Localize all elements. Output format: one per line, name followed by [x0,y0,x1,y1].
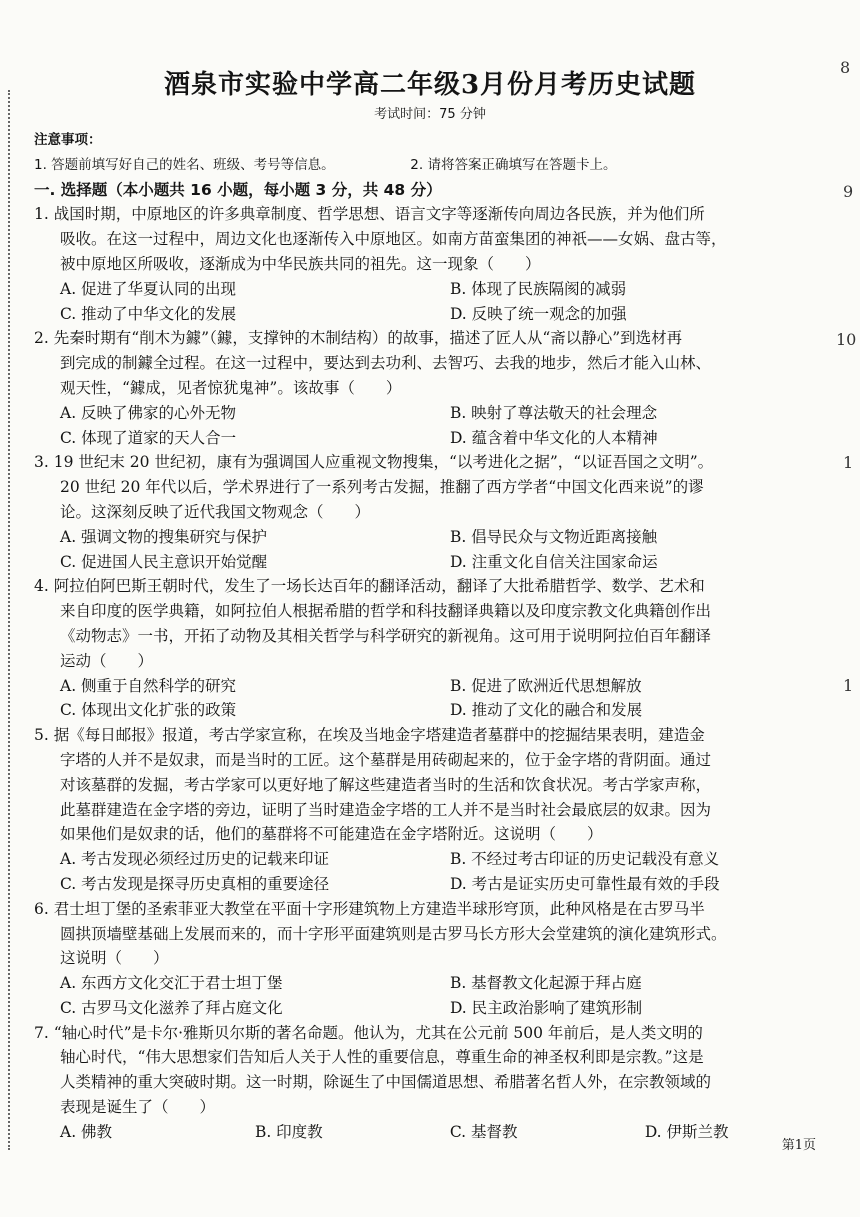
option-d: D. 反映了统一观念的加强 [449,304,627,323]
edge-mark: 1 [843,676,854,695]
page-number: 第1页 [781,1138,816,1153]
option-c: C. 体现了道家的天人合一 [60,428,237,447]
option-c: C. 古罗马文化滋养了拜占庭文化 [60,998,283,1017]
question-line: 5. 据《每日邮报》报道，考古学家宣称，在埃及当地金字塔建造者墓群中的挖掘结果表明，建造金 [34,726,705,745]
option-row [34,1120,814,1145]
option-b: B. 不经过考古印证的历史记载没有意义 [449,850,720,869]
option-a: A. 侧重于自然科学的研究 [60,676,237,695]
option-c: C. 基督教 [449,1122,518,1141]
option-b: B. 映射了尊法敬天的社会理念 [449,403,658,422]
question-line: 吸收。在这一过程中，周边文化也逐渐传入中原地区。如南方苗蛮集团的神祇——女娲、盘古等， [60,230,727,249]
exam-time: 考试时间：75 分钟 [374,107,486,122]
option-row [34,550,814,575]
option-d: D. 考古是证实历史可靠性最有效的手段 [449,874,720,893]
option-d: D. 推动了文化的融合和发展 [449,701,643,720]
question-line: 此墓群建造在金字塔的旁边，证明了当时建造金字塔的工人并不是当时社会最底层的奴隶。因为 [60,800,712,819]
question-line: 对该墓群的发掘，考古学家可以更好地了解这些建造者当时的生活和饮食状况。考古学家声称， [60,775,712,794]
question-line: 《动物志》一书，开拓了动物及其相关哲学与科学研究的新视角。这可用于说明阿拉伯百年翻译 [60,626,712,645]
question-3 [34,450,814,574]
question-line: 来自印度的医学典籍，如阿拉伯人根据希腊的哲学和科技翻译典籍以及印度宗教文化典籍创作出 [60,602,712,621]
question-line: 这说明（ ） [60,949,169,968]
question-line: 运动（ ） [60,651,154,670]
edge-mark: 1 [843,453,854,472]
question-line: 6. 君士坦丁堡的圣索菲亚大教堂在平面十字形建筑物上方建造半球形穹顶，此种风格是在古罗马半 [34,899,705,918]
question-line: 2. 先秦时期有“削木为鐻”（鐻，支撑钟的木制结构）的故事，描述了匠人从“斋以静心”到选材再 [34,329,683,348]
option-d: D. 注重文化自信关注国家命运 [449,552,658,571]
question-line: 7. “轴心时代”是卡尔·雅斯贝尔斯的著名命题。他认为，尤其在公元前 500 年前后，是人类文明的 [34,1023,703,1042]
option-row [34,698,814,723]
option-a: A. 东西方文化交汇于君士坦丁堡 [60,974,283,993]
question-line: 如果他们是奴隶的话，他们的墓群将不可能建造在金字塔附近。这说明（ ） [60,825,603,844]
option-a: A. 强调文物的搜集研究与保护 [60,527,268,546]
option-b: B. 印度教 [254,1122,323,1141]
option-row [34,674,814,699]
option-c: C. 体现出文化扩张的政策 [60,701,237,720]
edge-mark: 8 [840,58,851,77]
question-5 [34,723,814,897]
question-line: 人类精神的重大突破时期。这一时期，除诞生了中国儒道思想、希腊著名哲人外，在宗教领域的 [60,1073,712,1092]
option-b: B. 促进了欧洲近代思想解放 [449,676,642,695]
option-a: A. 反映了佛家的心外无物 [60,403,237,422]
question-6 [34,897,814,1021]
option-b: B. 基督教文化起源于拜占庭 [449,974,642,993]
page-title: 酒泉市实验中学高二年级3月份月考历史试题 [163,70,697,100]
question-line: 表现是诞生了（ ） [60,1098,216,1117]
option-a: A. 促进了华夏认同的出现 [60,279,237,298]
question-line: 轴心时代，“伟大思想家们告知后人关于人性的重要信息，尊重生命的神圣权利即是宗教。”这是 [60,1048,704,1067]
question-line: 20 世纪 20 年代以后，学术界进行了一系列考古发掘，推翻了西方学者“中国文化西来说”的谬 [60,478,704,497]
option-c: C. 促进国人民主意识开始觉醒 [60,552,268,571]
binding-dotted-line [8,90,10,1150]
option-d: D. 蕴含着中华文化的人本精神 [449,428,658,447]
question-4 [34,574,814,723]
option-row [34,426,814,451]
option-row [34,401,814,426]
question-1 [34,202,814,326]
option-row [34,971,814,996]
question-line: 观天性，“鐻成，见者惊犹鬼神”。该故事（ ） [60,378,402,397]
option-a: A. 考古发现必须经过历史的记载来印证 [60,850,330,869]
option-row [34,872,814,897]
note-item: 2. 请将答案正确填写在答题卡上。 [410,156,617,173]
question-line: 被中原地区所吸收，逐渐成为中华民族共同的祖先。这一现象（ ） [60,254,541,273]
question-line: 3. 19 世纪末 20 世纪初，康有为强调国人应重视文物搜集，“以考进化之据”，“以证吾国之文明”。 [34,453,714,472]
option-c: C. 推动了中华文化的发展 [60,304,237,323]
question-line: 4. 阿拉伯阿巴斯王朝时代，发生了一场长达百年的翻译活动，翻译了大批希腊哲学、数学、艺术和 [34,577,705,596]
option-d: D. 伊斯兰教 [644,1122,729,1141]
exam-content [34,128,814,1145]
option-row [34,996,814,1021]
option-c: C. 考古发现是探寻历史真相的重要途径 [60,874,330,893]
question-line: 1. 战国时期，中原地区的许多典章制度、哲学思想、语言文字等逐渐传向周边各民族，并为他们所 [34,205,705,224]
question-2 [34,326,814,450]
option-row [34,302,814,327]
option-b: B. 体现了民族隔阂的减弱 [449,279,627,298]
question-line: 字塔的人并不是奴隶，而是当时的工匠。这个墓群是用砖砌起来的，位于金字塔的背阴面。通过 [60,750,712,769]
question-line: 圆拱顶墙壁基础上发展而来的，而十字形平面建筑则是古罗马长方形大会堂建筑的演化建筑形式。 [60,924,727,943]
notes-heading: 注意事项： [34,132,102,148]
edge-mark: 10 [836,330,857,349]
question-7 [34,1021,814,1145]
option-row [34,525,814,550]
option-b: B. 倡导民众与文物近距离接触 [449,527,658,546]
question-line: 论。这深刻反映了近代我国文物观念（ ） [60,502,371,521]
edge-mark: 9 [843,182,854,201]
note-item: 1. 答题前填写好自己的姓名、班级、考号等信息。 [34,156,335,173]
option-row [34,847,814,872]
option-row [34,277,814,302]
question-line: 到完成的制鐻全过程。在这一过程中，要达到去功利、去智巧、去我的地步，然后才能入山林、 [60,354,712,373]
option-a: A. 佛教 [60,1122,113,1141]
section-heading: 一. 选择题（本小题共 16 小题，每小题 3 分，共 48 分） [34,180,442,199]
notes-line [34,153,814,178]
option-d: D. 民主政治影响了建筑形制 [449,998,643,1017]
